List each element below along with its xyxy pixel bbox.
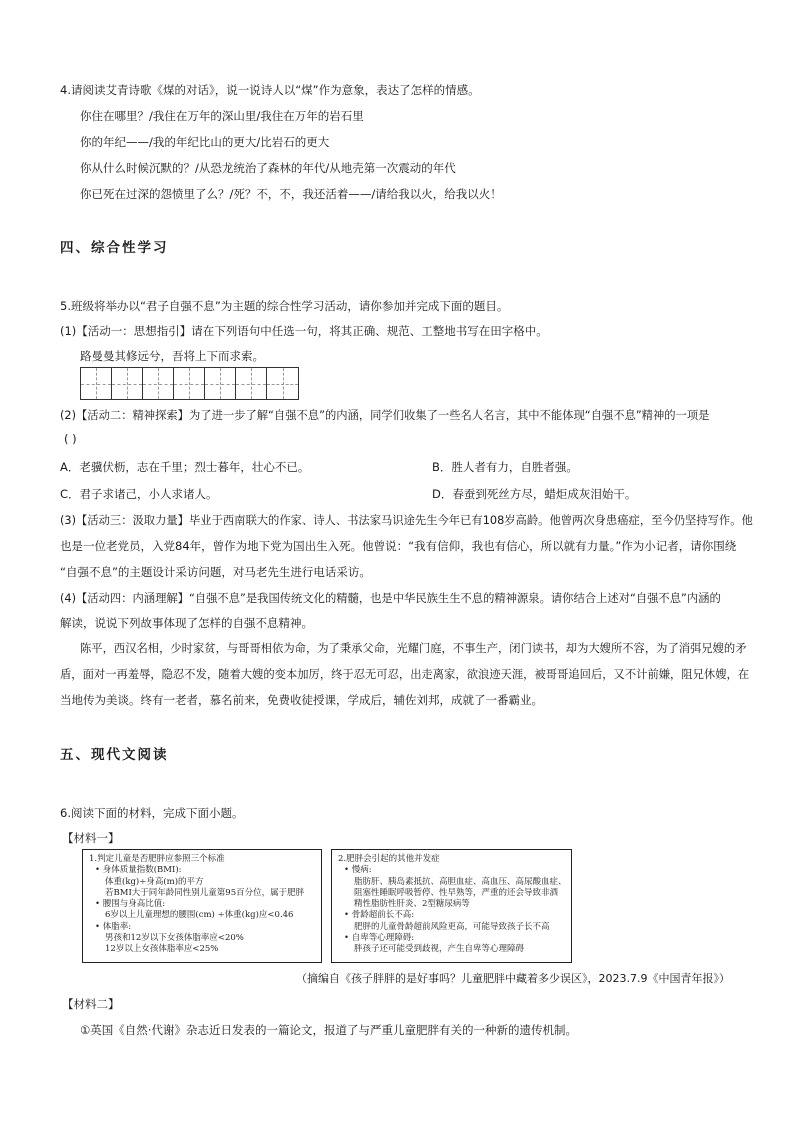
story-line: 陈平，西汉名相，少时家贫，与哥哥相依为命，为了秉承父命，光耀门庭，不事生产，闭门读书，却为大嫂所不容，为了消弭兄嫂的矛 [80,642,747,655]
tianzige-cell[interactable] [174,368,205,399]
q5-activity-2: (2)【活动二：精神探索】为了进一步了解“自强不息”的内涵，同学们收集了一些名人名言，其中不能体现“自强不息”精神的一项是 [60,409,710,422]
box-bullet: • 慢病: [344,865,372,876]
activity-3-line: (3)【活动三：汲取力量】毕业于西南联大的作家、诗人、书法家马识途先生今年已有108岁高龄。他曾两次身患癌症，至今仍坚持写作。他 [60,514,753,527]
tianzige-cell[interactable] [81,368,112,399]
story-line: 盾，面对一再羞辱，隐忍不发，随着大嫂的变本加厉，终于忍无可忍，出走离家，欲浪迹天涯，被哥哥追回后，又不计前嫌，阻兄休嫂，在 [60,668,750,681]
box-bullet: • 骨龄超前长不高: [344,910,415,921]
tianzige-grid[interactable] [80,367,299,400]
box-text: 肥胖的儿童骨龄超前风险更高，可能导致孩子长不高 [354,921,550,932]
box-text: 精性脂肪性肝炎、2型糖尿病等 [354,899,470,910]
material-1-box-complications [331,849,572,963]
box-text: 6岁以上儿童理想的腰围(cm) ÷体重(kg)应<0.46 [105,910,294,921]
q4-prompt: 4.请阅读艾青诗歌《煤的对话》，说一说诗人以“煤”作为意象，表达了怎样的情感。 [60,83,480,97]
poem-line: 你的年纪——/我的年纪比山的更大/比岩石的更大 [80,135,330,149]
tianzige-cell[interactable] [267,368,298,399]
activity-1-quote: 路曼曼其修远兮，吾将上下而求索。 [80,349,264,363]
material-1-source: （摘编自《孩子胖胖的是好事吗？儿童肥胖中藏着多少误区》，2023.7.9《中国青年报》） [296,972,730,985]
option-c[interactable]: C．君子求诸己，小人求诸人。 [60,487,218,501]
poem-line: 你从什么时候沉默的？/从恐龙统治了森林的年代/从地壳第一次震动的年代 [80,161,456,175]
material-1-label: 【材料一】 [62,831,120,845]
option-d[interactable]: D．春蚕到死丝方尽，蜡炬成灰泪始干。 [432,487,637,501]
answer-paren: ( ) [64,432,77,446]
tianzige-cell[interactable] [236,368,267,399]
tianzige-cell[interactable] [205,368,236,399]
box-bullet: • 体脂率: [95,921,132,932]
box-text: 男孩和12岁以下女孩体脂率应<20% [105,933,244,944]
box-bullet: • 自卑等心理障碍: [344,933,415,944]
q6-prompt: 6.阅读下面的材料，完成下面小题。 [60,806,244,820]
activity-3-line: 也是一位老党员，入党84年，曾作为地下党为国出生入死。他曾说：“我有信仰，我也有信心，所以就有力量。”作为小记者，请你围绕 [60,539,737,553]
q5-activity-1: (1)【活动一：思想指引】请在下列语句中任选一句，将其正确、规范、工整地书写在田字格中。 [60,324,548,338]
tianzige-cell[interactable] [143,368,174,399]
q5-prompt: 5.班级将举办以“君子自强不息”为主题的综合性学习活动，请你参加并完成下面的题目。 [60,299,509,313]
box-bullet: • 腰围与身高比值: [95,899,166,910]
box-title: 1.判定儿童是否肥胖应参照三个标准 [89,854,225,864]
section-heading-5: 五、现代文阅读 [60,747,169,763]
activity-3-line: “自强不息”的主题设计采访问题，对马老先生进行电话采访。 [60,565,371,579]
poem-line: 你已死在过深的怨愤里了么？/死？不，不，我还活着——/请给我以火，给我以火！ [80,187,502,201]
box-text: 阻塞性睡眠呼吸暂停、性早熟等，严重的还会导致非酒 [354,887,559,898]
story-line: 当地传为美谈。终有一老者，慕名前来，免费收徒授课，学成后，辅佐刘邦，成就了一番霸业。 [60,693,543,707]
material-2-paragraph: ①英国《自然·代谢》杂志近日发表的一篇论文，报道了与严重儿童肥胖有关的一种新的遗传机制。 [80,1023,577,1037]
box-text: 体重(kg)÷身高(m)的平方 [105,876,204,887]
box-text: 脂肪肝、胰岛素抵抗、高胆血症、高血压、高尿酸血症、 [354,876,567,887]
material-2-label: 【材料二】 [62,997,120,1011]
option-b[interactable]: B．胜人者有力，自胜者强。 [432,460,578,474]
box-bullet: • 身体质量指数(BMI): [95,865,182,876]
activity-4-line: (4)【活动四：内涵理解】“自强不息”是我国传统文化的精髓，也是中华民族生生不息的精神源泉。请你结合上述对“自强不息”内涵的 [60,592,721,605]
section-heading-4: 四、综合性学习 [60,240,169,256]
tianzige-cell[interactable] [112,368,143,399]
box-text: 胖孩子还可能受到歧视，产生自卑等心理障碍 [354,944,525,955]
box-text: 12岁以上女孩体脂率应<25% [105,944,219,955]
box-text: 若BMI大于同年龄同性别儿童第95百分位，属于肥胖 [105,887,305,898]
activity-4-line: 解读，说说下列故事体现了怎样的自强不息精神。 [60,616,313,630]
box-title: 2.肥胖会引起的其他并发症 [338,854,440,864]
poem-line: 你住在哪里？/我住在万年的深山里/我住在万年的岩石里 [80,109,364,123]
material-1-box-criteria [82,849,322,963]
option-a[interactable]: A．老骥伏枥，志在千里；烈士暮年，壮心不已。 [60,460,310,474]
